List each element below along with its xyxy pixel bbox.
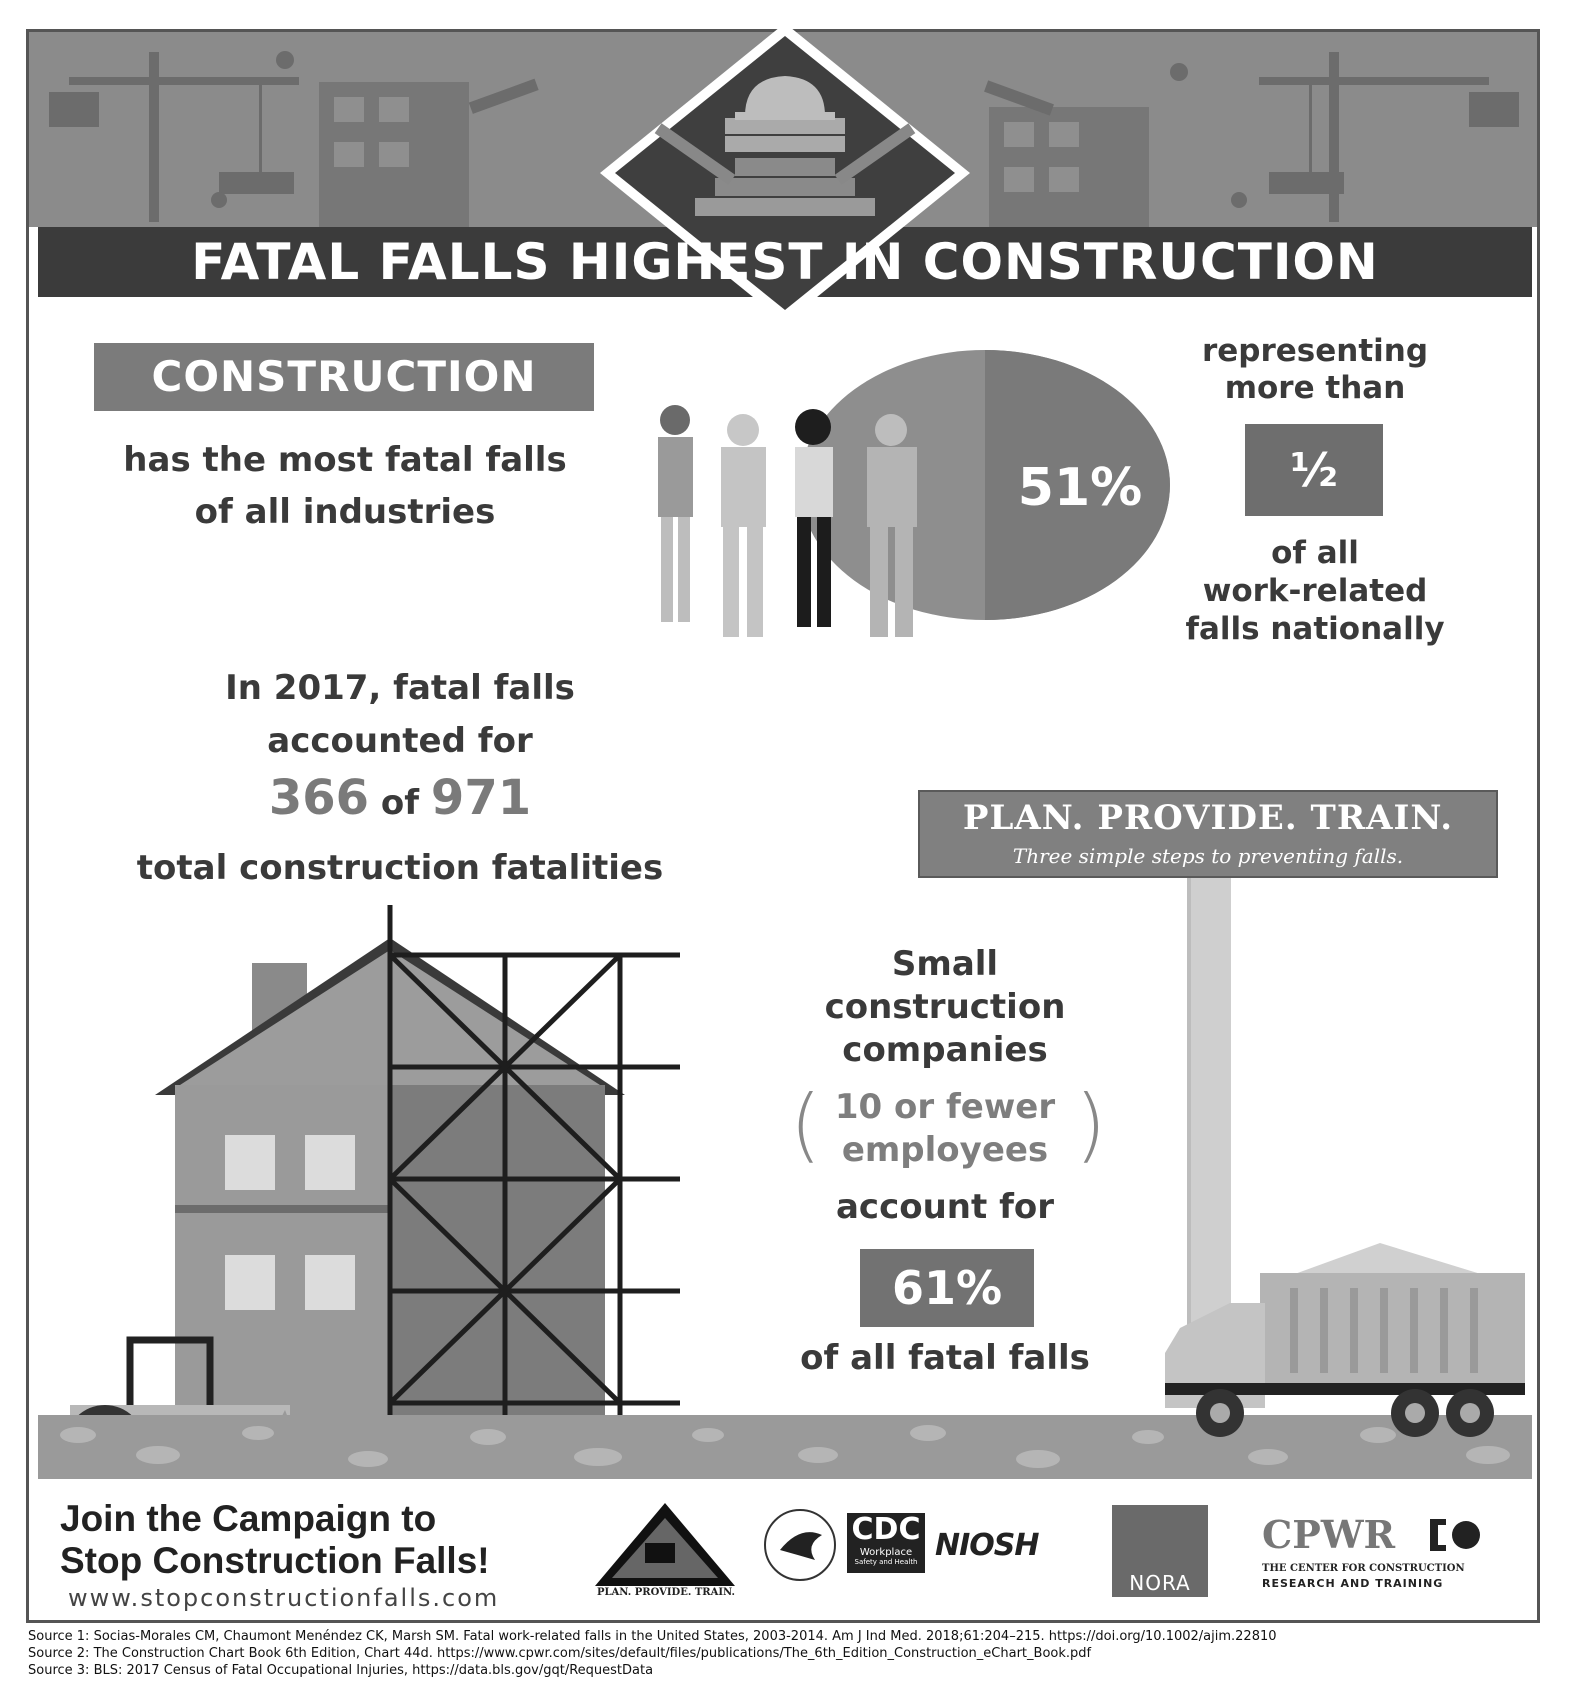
construction-line-1: has the most fatal falls <box>123 440 567 480</box>
cpwr-logo-text: CPWR <box>1262 1512 1396 1557</box>
of-all-line-1: of all <box>1271 535 1359 571</box>
crane-right-icon <box>1259 52 1519 222</box>
construction-line-2: of all industries <box>194 492 496 532</box>
hhs-eagle-logo-icon <box>760 1505 840 1585</box>
cdc-logo <box>847 1513 925 1573</box>
campaign-heading <box>60 1498 490 1582</box>
of-all-fatal-falls: of all fatal falls <box>800 1338 1090 1378</box>
paren-line-1: 10 or fewer <box>834 1087 1056 1127</box>
cpwr-mark-icon <box>1428 1517 1488 1557</box>
pie-percent-label: 51% <box>1017 458 1143 518</box>
small-line-2: construction <box>824 987 1066 1027</box>
paren-open: ( <box>790 1078 822 1171</box>
source-1: Source 1: Socias-Morales CM, Chaumont Menéndez CK, Marsh SM. Fatal work-related falls in the United States, 2003-2014. Am J Ind Med. 2018;61:204–215. https://doi.org/10.1002/ajim.22810 <box>28 1629 1277 1644</box>
fatalities-line-4: total construction fatalities <box>136 848 664 888</box>
worker-falling-icon <box>645 1543 675 1563</box>
campaign-line-2: Stop Construction Falls! <box>60 1540 490 1581</box>
wrench-left-icon <box>469 79 539 114</box>
fatalities-line-2: accounted for <box>267 721 533 761</box>
ppt-logo-label: PLAN. PROVIDE. TRAIN. <box>596 1587 735 1598</box>
source-3: Source 3: BLS: 2017 Census of Fatal Occupational Injuries, https://data.bls.gov/gqt/RequestData <box>28 1663 654 1678</box>
cdc-sub-1: Workplace <box>859 1547 913 1558</box>
worker-icon <box>658 405 693 622</box>
half-fraction-box: ½ <box>1245 424 1383 516</box>
paren-line-2: employees <box>841 1130 1049 1170</box>
fatalities-numbers <box>100 770 700 826</box>
cpwr-sub-1: THE CENTER FOR CONSTRUCTION <box>1262 1563 1465 1574</box>
fatalities-line-1: In 2017, fatal falls <box>225 668 575 708</box>
niosh-logo: NIOSH <box>935 1528 1039 1563</box>
page-title: FATAL FALLS HIGHEST IN CONSTRUCTION <box>191 233 1379 291</box>
gear-left-icon <box>276 51 294 69</box>
source-2: Source 2: The Construction Chart Book 6th Edition, Chart 44d. https://www.cpwr.com/sites/default/files/publications/The_6th_Edition_Construction_eChart_Book.pdf <box>28 1646 1092 1661</box>
workers-pie-illustration <box>625 345 1185 645</box>
nora-logo <box>1112 1505 1208 1597</box>
small-line-1: Small <box>891 944 999 984</box>
campaign-url-link[interactable]: www.stopconstructionfalls.com <box>68 1584 500 1612</box>
of-word: of <box>380 783 420 823</box>
sources-list <box>28 1628 1277 1679</box>
sixty-one-percent-box: 61% <box>860 1249 1034 1327</box>
worker-icon <box>867 414 917 637</box>
of-all-line-2: work-related <box>1202 573 1428 609</box>
dump-truck-icon <box>1160 1243 1530 1443</box>
of-all-line-3: falls nationally <box>1185 611 1445 647</box>
total-fatalities-count: 971 <box>430 770 532 826</box>
fatal-falls-count: 366 <box>268 770 370 826</box>
sign-title: PLAN. PROVIDE. TRAIN. <box>962 798 1454 838</box>
gear-right-icon <box>1170 63 1188 81</box>
cdc-sub-2: Safety and Health <box>854 1558 918 1566</box>
account-for: account for <box>835 1187 1055 1227</box>
construction-label: CONSTRUCTION <box>94 343 594 411</box>
paren-close: ) <box>1075 1078 1107 1171</box>
small-line-3: companies <box>842 1030 1048 1070</box>
crane-left-icon <box>49 52 299 222</box>
cdc-logo-text: CDC <box>851 1512 921 1547</box>
sign-subtitle: Three simple steps to preventing falls. <box>1012 844 1404 868</box>
nora-logo-text: NORA <box>1129 1571 1191 1595</box>
cpwr-sub-2: RESEARCH AND TRAINING <box>1262 1577 1444 1590</box>
worker-icon <box>721 414 766 637</box>
representing-line-1: representing <box>1201 333 1429 369</box>
representing-line-2: more than <box>1224 370 1406 406</box>
campaign-line-1: Join the Campaign to <box>60 1498 437 1539</box>
